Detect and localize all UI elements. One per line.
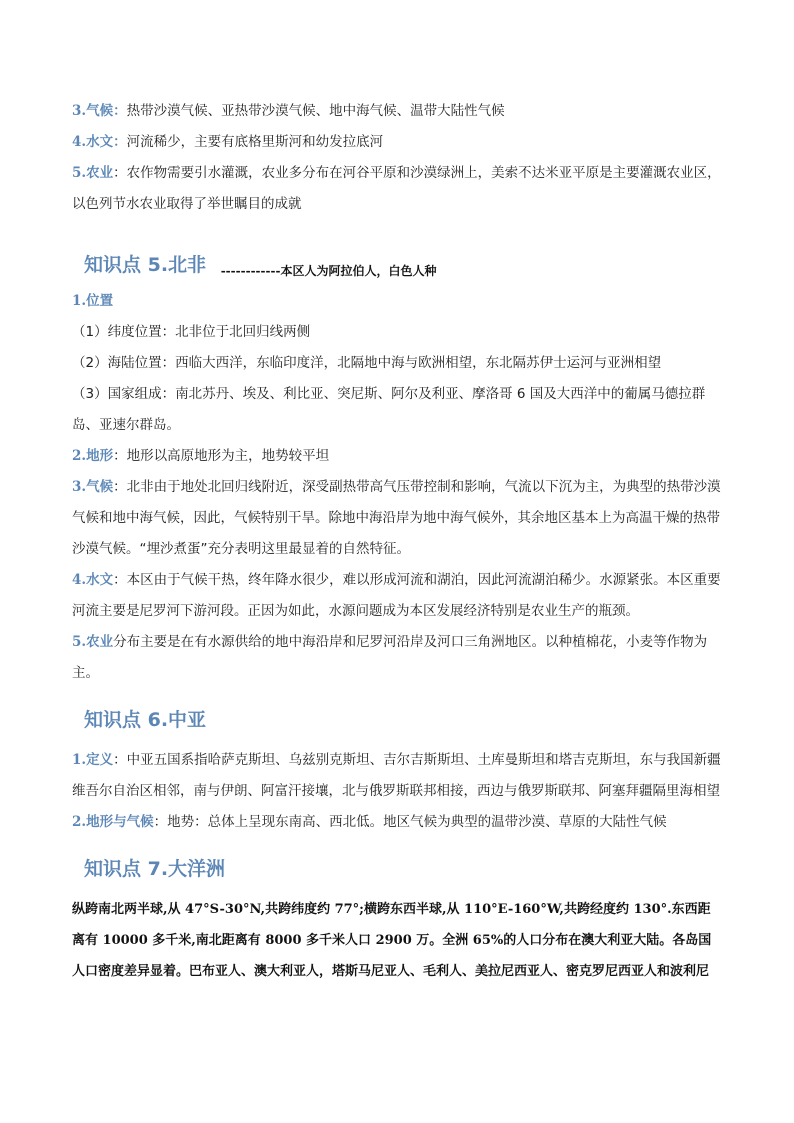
ca-def-text: ：中亚五国系指哈萨克斯坦、乌兹别克斯坦、吉尔吉斯斯坦、土库曼斯坦和塔吉克斯坦，东与我国新疆维吾尔自治区相邻，南与伊朗、阿富汗接壤，北与俄罗斯联邦相接，西边与俄罗斯联邦、阿塞拜疆隔里海相望 bbox=[72, 752, 721, 799]
top-hydro-label: 4.水文： bbox=[72, 134, 127, 150]
heading-north-africa-title: 知识点 5.北非 bbox=[84, 254, 207, 276]
ca-def-label: 1.定义 bbox=[72, 752, 114, 768]
na-countries: （3）国家组成：南北苏丹、埃及、利比亚、突尼斯、阿尔及利亚、摩洛哥 6 国及大西洋中的葡属马德拉群岛、亚速尔群岛。 bbox=[72, 386, 706, 433]
heading-oceania bbox=[72, 852, 722, 886]
na-climate-text: ：北非由于地处北回归线附近，深受副热带高气压带控制和影响，气流以下沉为主，为典型的热带沙漠气候和地中海气候，因此，气候特别干旱。除地中海沿岸为地中海气候外，其余地区基本上为高温干燥的热带沙漠气候。“埋沙煮蛋”充分表明这里最显着的自然特征。 bbox=[72, 479, 721, 557]
na-lat: （1）纬度位置：北非位于北回归线两侧 bbox=[72, 324, 311, 340]
na-position-label: 1.位置 bbox=[72, 293, 114, 309]
na-agri-para bbox=[72, 627, 722, 689]
na-hydro-label: 4.水文 bbox=[72, 572, 114, 588]
top-agri-para bbox=[72, 158, 722, 220]
top-climate-label: 3.气候： bbox=[72, 103, 127, 119]
na-sea-land: （2）海陆位置：西临大西洋，东临印度洋，北隔地中海与欧洲相望，东北隔苏伊士运河与亚洲相望 bbox=[72, 355, 662, 371]
ca-terrain-para bbox=[72, 807, 722, 838]
ca-terrain-text: ：地势：总体上呈现东南高、西北低。地区气候为典型的温带沙漠、草原的大陆性气候 bbox=[153, 814, 667, 830]
top-climate-para bbox=[72, 96, 722, 127]
na-agri-text: 分布主要是在有水源供给的地中海沿岸和尼罗河沿岸及河口三角洲地区。以种植棉花，小麦等作物为主。 bbox=[72, 634, 708, 681]
heading-central-asia-title: 知识点 6.中亚 bbox=[84, 709, 207, 731]
top-hydro-text: 河流稀少，主要有底格里斯河和幼发拉底河 bbox=[126, 134, 384, 150]
na-hydro-para bbox=[72, 565, 722, 627]
na-terrain-label: 2.地形 bbox=[72, 448, 114, 464]
na-terrain-para bbox=[72, 441, 722, 472]
ca-terrain-label: 2.地形与气候 bbox=[72, 814, 154, 830]
top-hydro-para bbox=[72, 127, 722, 158]
document-page bbox=[72, 96, 722, 987]
na-climate-para bbox=[72, 472, 722, 565]
ca-def-para bbox=[72, 745, 722, 807]
na-terrain-text: ：地形以高原地形为主，地势较平坦 bbox=[113, 448, 330, 464]
heading-oceania-title: 知识点 7.大洋洲 bbox=[84, 858, 226, 880]
oceania-text: 纵跨南北两半球,从 47°S-30°N,共跨纬度约 77°;横跨东西半球,从 110°E-160°W,共跨经度约 130°.东西距离有 10000 多千米,南北距离有 8000 多千米人口 2900 万。全洲 65%的人口分布在澳大利亚大陆。各岛国人口密度差异显着。巴布亚人、澳大利亚人，塔斯马尼亚人、毛利人、美拉尼西亚人、密克罗尼西亚人和波利尼 bbox=[72, 902, 712, 979]
top-agri-text: ：农作物需要引水灌溉，农业多分布在河谷平原和沙漠绿洲上，美索不达米亚平原是主要灌溉农业区，以色列节水农业取得了举世瞩目的成就 bbox=[72, 165, 721, 212]
top-climate-text: 热带沙漠气候、亚热带沙漠气候、地中海气候、温带大陆性气候 bbox=[126, 103, 505, 119]
na-climate-label: 3.气候 bbox=[72, 479, 114, 495]
north-africa-note: ------------本区人为阿拉伯人，白色人种 bbox=[220, 264, 437, 278]
heading-central-asia bbox=[72, 703, 722, 737]
na-hydro-text: ：本区由于气候干热，终年降水很少，难以形成河流和湖泊，因此河流湖泊稀少。水源紧张。本区重要河流主要是尼罗河下游河段。正因为如此，水源问题成为本区发展经济特别是农业生产的瓶颈。 bbox=[72, 572, 721, 619]
na-agri-label: 5.农业 bbox=[72, 634, 114, 650]
top-agri-label: 5.农业 bbox=[72, 165, 114, 181]
heading-north-africa bbox=[72, 250, 722, 280]
